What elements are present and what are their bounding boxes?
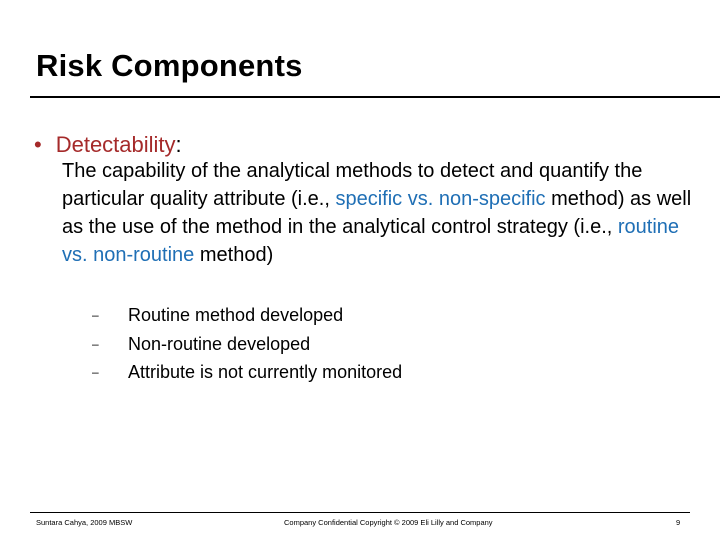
slide-title: Risk Components	[36, 48, 303, 83]
sub-item	[92, 301, 402, 330]
sub-item	[92, 330, 402, 359]
definition-paragraph	[62, 157, 702, 269]
dash-icon: –	[92, 336, 99, 351]
sub-item-label: Non-routine developed	[128, 333, 311, 354]
title-rule	[30, 96, 720, 98]
para-highlight: specific vs. non-specific	[335, 188, 546, 210]
sub-item-list	[92, 301, 402, 387]
sub-item	[92, 358, 402, 387]
sub-item-label: Routine method developed	[128, 305, 344, 325]
dash-icon: –	[92, 308, 99, 322]
bullet-colon: :	[175, 132, 182, 157]
bullet-label: Detectability	[55, 132, 176, 157]
footer-copyright: Company Confidential Copyright © 2009 Eli Lilly and Company	[284, 518, 493, 527]
para-seg: The capability of the analytical methods to detect and quantify the particular quality attribute (i.e.,	[62, 160, 643, 210]
para-highlight: routine vs. non-routine	[62, 216, 680, 266]
sub-item-label: Attribute is not currently monitored	[128, 362, 403, 382]
page-number: 9	[676, 518, 681, 527]
dash-icon: –	[92, 365, 99, 379]
bullet-dot-icon: •	[34, 132, 42, 157]
footer-rule	[30, 512, 690, 513]
bullet-detectability	[34, 130, 182, 160]
para-seg: method)	[194, 244, 274, 266]
footer-author: Suntara Cahya, 2009 MBSW	[36, 518, 133, 527]
para-seg: method) as well as the use of the method in the analytical control strategy (i.e.,	[62, 188, 692, 238]
